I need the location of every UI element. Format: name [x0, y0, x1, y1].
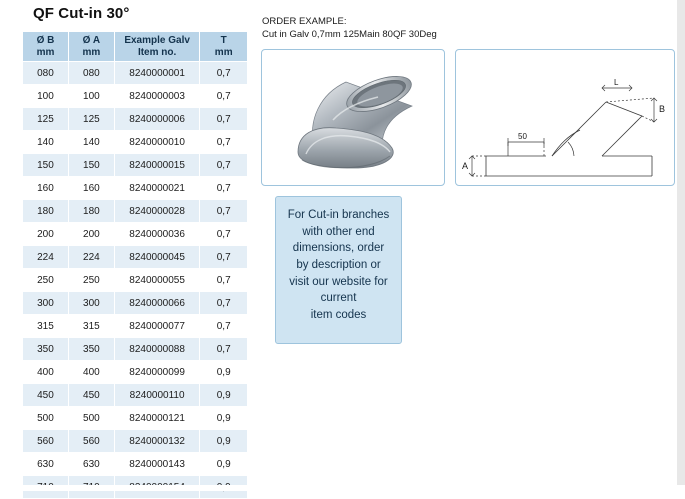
dimension-label-l: L	[614, 78, 619, 87]
cell-thickness: 0,7	[200, 85, 248, 108]
cell-diameter-a: 180	[68, 200, 114, 223]
cell-diameter-a: 100	[68, 85, 114, 108]
cell-diameter-b: 100	[23, 85, 69, 108]
table-row	[23, 200, 248, 223]
cell-diameter-a: 500	[68, 407, 114, 430]
note-line: For Cut-in branches	[287, 209, 390, 221]
note-line: visit our website for	[289, 275, 388, 288]
cell-item-no: 8240000143	[114, 453, 200, 476]
column-header-diameter-b	[23, 32, 69, 62]
cell-thickness: 0,7	[200, 315, 248, 338]
cell-thickness: 0,9	[200, 384, 248, 407]
cell-diameter-b: 180	[23, 200, 69, 223]
cell-thickness: 0,7	[200, 246, 248, 269]
product-photo	[261, 49, 445, 186]
cell-diameter-a: 125	[68, 108, 114, 131]
cell-diameter-a: 150	[68, 154, 114, 177]
cell-diameter-b: 560	[23, 430, 69, 453]
table-row	[23, 131, 248, 154]
cell-thickness: 0,7	[200, 269, 248, 292]
cell-item-no: 8240000036	[114, 223, 200, 246]
cell-thickness: 0,9	[200, 430, 248, 453]
cell-diameter-b: 450	[23, 384, 69, 407]
page-bottom-strip	[0, 485, 685, 491]
cell-item-no: 8240000110	[114, 384, 200, 407]
cell-diameter-b: 160	[23, 177, 69, 200]
cell-diameter-a: 224	[68, 246, 114, 269]
cell-diameter-a: 630	[68, 453, 114, 476]
cell-item-no: 8240000045	[114, 246, 200, 269]
note-line: current	[320, 292, 357, 305]
order-example	[262, 16, 437, 42]
table-row	[23, 453, 248, 476]
cell-diameter-b: 125	[23, 108, 69, 131]
cell-diameter-b: 350	[23, 338, 69, 361]
spec-table-container	[22, 31, 248, 499]
cell-thickness: 0,9	[200, 453, 248, 476]
cell-item-no: 8240000088	[114, 338, 200, 361]
cell-item-no: 8240000121	[114, 407, 200, 430]
cut-in-branch-illustration	[262, 50, 444, 185]
note-line: dimensions, order	[292, 242, 385, 255]
page-edge-strip	[677, 0, 685, 491]
table-row	[23, 315, 248, 338]
cell-thickness: 0,7	[200, 292, 248, 315]
cell-thickness: 0,7	[200, 131, 248, 154]
table-body	[23, 62, 248, 499]
cell-item-no: 8240000077	[114, 315, 200, 338]
note-line: item codes	[310, 309, 367, 322]
cell-diameter-a: 450	[68, 384, 114, 407]
table-row	[23, 85, 248, 108]
cell-item-no: 8240000028	[114, 200, 200, 223]
cell-diameter-b: 630	[23, 453, 69, 476]
table-row	[23, 223, 248, 246]
cell-diameter-b: 250	[23, 269, 69, 292]
cell-diameter-a: 350	[68, 338, 114, 361]
table-row	[23, 108, 248, 131]
cell-item-no: 8240000132	[114, 430, 200, 453]
cell-diameter-a: 160	[68, 177, 114, 200]
page-title: QF Cut-in 30°	[33, 5, 130, 22]
table-row	[23, 384, 248, 407]
column-header-line1: T	[220, 35, 227, 46]
cell-thickness: 0,7	[200, 200, 248, 223]
cell-diameter-b: 500	[23, 407, 69, 430]
column-header-line2: mm	[214, 46, 233, 58]
dimension-label-50: 50	[518, 132, 527, 141]
column-header-thickness	[200, 32, 248, 62]
cell-thickness: 0,7	[200, 108, 248, 131]
table-row	[23, 430, 248, 453]
note-line: with other end	[302, 225, 375, 238]
cell-item-no: 8240000066	[114, 292, 200, 315]
column-header-line1: Example Galv	[124, 35, 190, 46]
cell-diameter-a: 300	[68, 292, 114, 315]
cell-item-no: 8240000006	[114, 108, 200, 131]
table-row	[23, 269, 248, 292]
table-row	[23, 177, 248, 200]
cell-diameter-b: 400	[23, 361, 69, 384]
cell-diameter-a: 200	[68, 223, 114, 246]
table-header-row	[23, 32, 248, 62]
cell-diameter-a: 315	[68, 315, 114, 338]
column-header-diameter-a	[68, 32, 114, 62]
cell-diameter-a: 140	[68, 131, 114, 154]
table-row	[23, 361, 248, 384]
column-header-item-no	[114, 32, 200, 62]
cell-thickness: 0,9	[200, 407, 248, 430]
column-header-line2: mm	[36, 46, 55, 58]
column-header-line2: Item no.	[137, 46, 177, 58]
dimension-label-a: A	[462, 161, 469, 171]
dimension-label-b: B	[659, 104, 666, 114]
cell-diameter-b: 315	[23, 315, 69, 338]
cell-item-no: 8240000015	[114, 154, 200, 177]
column-header-line1: Ø B	[36, 35, 55, 46]
technical-drawing	[455, 49, 675, 186]
order-example-text: Cut in Galv 0,7mm 125Main 80QF 30Deg	[262, 28, 437, 40]
table-header	[23, 32, 248, 62]
column-header-line1: Ø A	[82, 35, 101, 46]
note-line: by description or	[296, 259, 381, 272]
table-row	[23, 292, 248, 315]
cell-item-no: 8240000003	[114, 85, 200, 108]
cell-diameter-b: 300	[23, 292, 69, 315]
cell-diameter-b: 200	[23, 223, 69, 246]
cell-thickness: 0,7	[200, 223, 248, 246]
table-row	[23, 246, 248, 269]
cell-diameter-a: 250	[68, 269, 114, 292]
order-example-heading: ORDER EXAMPLE:	[262, 16, 347, 27]
cell-diameter-a: 080	[68, 62, 114, 85]
table-row	[23, 338, 248, 361]
cell-thickness: 0,7	[200, 154, 248, 177]
cell-diameter-b: 140	[23, 131, 69, 154]
table-row	[23, 62, 248, 85]
table-row	[23, 407, 248, 430]
cell-item-no: 8240000099	[114, 361, 200, 384]
cell-item-no: 8240000001	[114, 62, 200, 85]
column-header-line2: mm	[82, 46, 101, 58]
cell-thickness: 0,7	[200, 338, 248, 361]
cell-diameter-a: 400	[68, 361, 114, 384]
cell-diameter-b: 224	[23, 246, 69, 269]
cell-thickness: 0,7	[200, 177, 248, 200]
cell-thickness: 0,7	[200, 62, 248, 85]
note-box	[275, 196, 402, 344]
cell-item-no: 8240000010	[114, 131, 200, 154]
table-row	[23, 154, 248, 177]
cell-thickness: 0,9	[200, 361, 248, 384]
spec-table	[22, 31, 248, 499]
cell-diameter-a: 560	[68, 430, 114, 453]
cell-item-no: 8240000055	[114, 269, 200, 292]
cell-item-no: 8240000021	[114, 177, 200, 200]
cell-diameter-b: 080	[23, 62, 69, 85]
cell-diameter-b: 150	[23, 154, 69, 177]
dimension-drawing	[456, 50, 674, 185]
